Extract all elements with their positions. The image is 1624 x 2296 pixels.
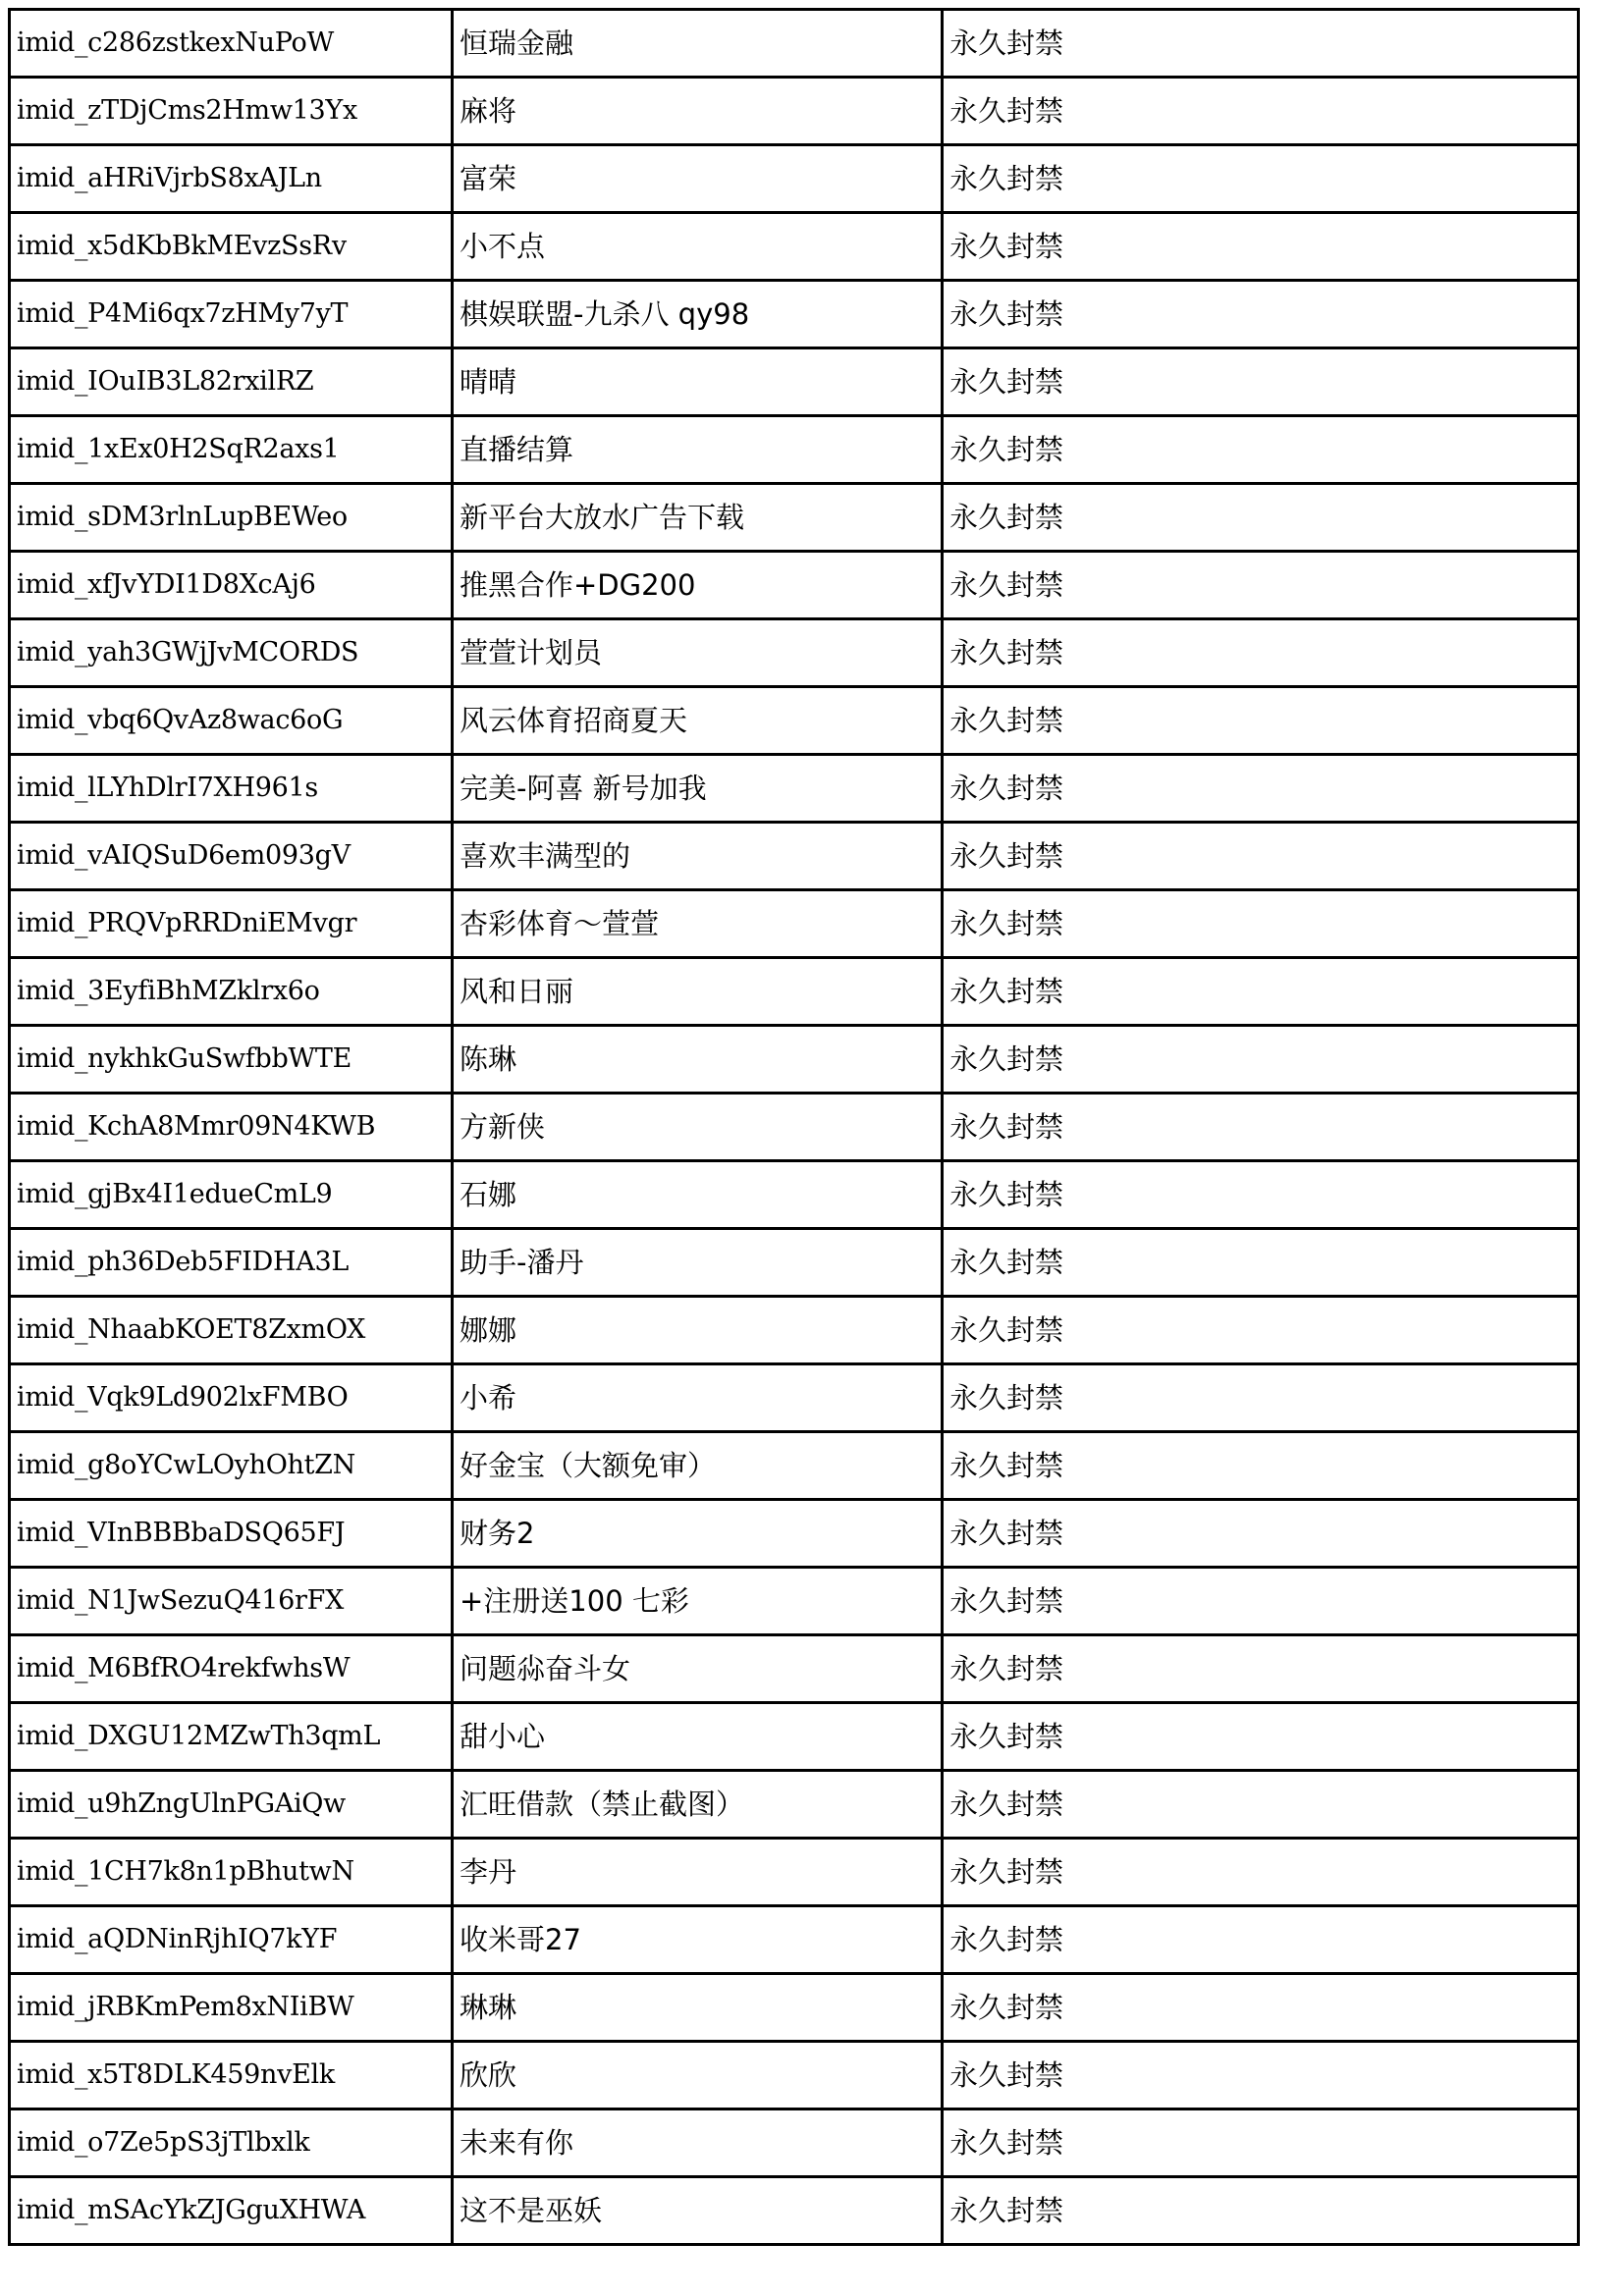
nickname-cell: 好金宝（大额免审） — [453, 1432, 943, 1500]
ban-status-cell: 永久封禁 — [943, 2042, 1579, 2109]
table-row — [10, 1026, 1579, 1094]
user-id-cell: imid_mSAcYkZJGguXHWA — [10, 2177, 453, 2245]
nickname-cell: 财务2 — [453, 1500, 943, 1568]
nickname-cell: 风和日丽 — [453, 958, 943, 1026]
nickname-cell: 这不是巫妖 — [453, 2177, 943, 2245]
nickname-cell: 恒瑞金融 — [453, 10, 943, 78]
ban-status-cell: 永久封禁 — [943, 2109, 1579, 2177]
table-row — [10, 1432, 1579, 1500]
ban-status-cell: 永久封禁 — [943, 2177, 1579, 2245]
user-id-cell: imid_g8oYCwLOyhOhtZN — [10, 1432, 453, 1500]
table-row — [10, 755, 1579, 823]
table-row — [10, 890, 1579, 958]
table-row — [10, 1771, 1579, 1839]
ban-status-cell: 永久封禁 — [943, 1771, 1579, 1839]
nickname-cell: 琳琳 — [453, 1974, 943, 2042]
ban-status-cell: 永久封禁 — [943, 484, 1579, 552]
nickname-cell: 小希 — [453, 1364, 943, 1432]
user-id-cell: imid_o7Ze5pS3jTlbxlk — [10, 2109, 453, 2177]
ban-status-cell: 永久封禁 — [943, 1703, 1579, 1771]
table-row — [10, 1703, 1579, 1771]
ban-status-cell: 永久封禁 — [943, 1839, 1579, 1906]
ban-status-cell: 永久封禁 — [943, 416, 1579, 484]
user-id-cell: imid_M6BfRO4rekfwhsW — [10, 1635, 453, 1703]
user-id-cell: imid_aQDNinRjhIQ7kYF — [10, 1906, 453, 1974]
ban-status-cell: 永久封禁 — [943, 890, 1579, 958]
table-row — [10, 2177, 1579, 2245]
ban-status-cell: 永久封禁 — [943, 687, 1579, 755]
table-row — [10, 619, 1579, 687]
nickname-cell: 问题尛奋斗女 — [453, 1635, 943, 1703]
nickname-cell: 完美-阿喜 新号加我 — [453, 755, 943, 823]
user-id-cell: imid_1CH7k8n1pBhutwN — [10, 1839, 453, 1906]
user-id-cell: imid_jRBKmPem8xNIiBW — [10, 1974, 453, 2042]
table-row — [10, 1906, 1579, 1974]
nickname-cell: 助手-潘丹 — [453, 1229, 943, 1297]
user-id-cell: imid_aHRiVjrbS8xAJLn — [10, 145, 453, 213]
user-id-cell: imid_gjBx4I1edueCmL9 — [10, 1161, 453, 1229]
ban-status-cell: 永久封禁 — [943, 145, 1579, 213]
user-id-cell: imid_KchA8Mmr09N4KWB — [10, 1094, 453, 1161]
nickname-cell: 未来有你 — [453, 2109, 943, 2177]
ban-status-cell: 永久封禁 — [943, 1026, 1579, 1094]
nickname-cell: 晴晴 — [453, 348, 943, 416]
user-id-cell: imid_xfJvYDI1D8XcAj6 — [10, 552, 453, 619]
user-id-cell: imid_DXGU12MZwTh3qmL — [10, 1703, 453, 1771]
nickname-cell: 甜小心 — [453, 1703, 943, 1771]
ban-status-cell: 永久封禁 — [943, 281, 1579, 348]
ban-status-cell: 永久封禁 — [943, 1094, 1579, 1161]
table-row — [10, 1500, 1579, 1568]
nickname-cell: 石娜 — [453, 1161, 943, 1229]
ban-status-cell: 永久封禁 — [943, 1568, 1579, 1635]
table-row — [10, 2042, 1579, 2109]
user-id-cell: imid_VInBBBbaDSQ65FJ — [10, 1500, 453, 1568]
user-id-cell: imid_NhaabKOET8ZxmOX — [10, 1297, 453, 1364]
table-row — [10, 1364, 1579, 1432]
user-id-cell: imid_ph36Deb5FIDHA3L — [10, 1229, 453, 1297]
ban-status-cell: 永久封禁 — [943, 348, 1579, 416]
nickname-cell: 杏彩体育～萱萱 — [453, 890, 943, 958]
nickname-cell: 萱萱计划员 — [453, 619, 943, 687]
user-id-cell: imid_Vqk9Ld902lxFMBO — [10, 1364, 453, 1432]
user-id-cell: imid_lLYhDlrI7XH961s — [10, 755, 453, 823]
ban-status-cell: 永久封禁 — [943, 1432, 1579, 1500]
nickname-cell: 直播结算 — [453, 416, 943, 484]
user-id-cell: imid_N1JwSezuQ416rFX — [10, 1568, 453, 1635]
document-page — [8, 8, 1577, 2246]
ban-status-cell: 永久封禁 — [943, 1297, 1579, 1364]
user-id-cell: imid_x5dKbBkMEvzSsRv — [10, 213, 453, 281]
ban-status-cell: 永久封禁 — [943, 619, 1579, 687]
table-row — [10, 958, 1579, 1026]
ban-status-cell: 永久封禁 — [943, 1906, 1579, 1974]
ban-status-cell: 永久封禁 — [943, 958, 1579, 1026]
ban-status-cell: 永久封禁 — [943, 552, 1579, 619]
table-row — [10, 348, 1579, 416]
user-id-cell: imid_yah3GWjJvMCORDS — [10, 619, 453, 687]
nickname-cell: 麻将 — [453, 78, 943, 145]
table-row — [10, 281, 1579, 348]
nickname-cell: 喜欢丰满型的 — [453, 823, 943, 890]
table-row — [10, 1635, 1579, 1703]
table-row — [10, 1974, 1579, 2042]
nickname-cell: 新平台大放水广告下载 — [453, 484, 943, 552]
user-id-cell: imid_u9hZngUlnPGAiQw — [10, 1771, 453, 1839]
nickname-cell: 风云体育招商夏天 — [453, 687, 943, 755]
user-id-cell: imid_x5T8DLK459nvElk — [10, 2042, 453, 2109]
nickname-cell: 小不点 — [453, 213, 943, 281]
ban-status-cell: 永久封禁 — [943, 1974, 1579, 2042]
user-id-cell: imid_3EyfiBhMZklrx6o — [10, 958, 453, 1026]
nickname-cell: 娜娜 — [453, 1297, 943, 1364]
table-row — [10, 1229, 1579, 1297]
table-row — [10, 145, 1579, 213]
user-id-cell: imid_P4Mi6qx7zHMy7yT — [10, 281, 453, 348]
nickname-cell: 李丹 — [453, 1839, 943, 1906]
ban-status-cell: 永久封禁 — [943, 1500, 1579, 1568]
nickname-cell: 推黑合作+DG200 — [453, 552, 943, 619]
ban-status-cell: 永久封禁 — [943, 755, 1579, 823]
user-id-cell: imid_1xEx0H2SqR2axs1 — [10, 416, 453, 484]
banned-accounts-table — [8, 8, 1580, 2246]
ban-status-cell: 永久封禁 — [943, 213, 1579, 281]
table-row — [10, 2109, 1579, 2177]
nickname-cell: 陈琳 — [453, 1026, 943, 1094]
table-row — [10, 552, 1579, 619]
user-id-cell: imid_c286zstkexNuPoW — [10, 10, 453, 78]
user-id-cell: imid_sDM3rlnLupBEWeo — [10, 484, 453, 552]
ban-status-cell: 永久封禁 — [943, 1635, 1579, 1703]
user-id-cell: imid_nykhkGuSwfbbWTE — [10, 1026, 453, 1094]
ban-status-cell: 永久封禁 — [943, 1364, 1579, 1432]
table-row — [10, 823, 1579, 890]
nickname-cell: 收米哥27 — [453, 1906, 943, 1974]
table-row — [10, 416, 1579, 484]
nickname-cell: 欣欣 — [453, 2042, 943, 2109]
user-id-cell: imid_vbq6QvAz8wac6oG — [10, 687, 453, 755]
table-row — [10, 1297, 1579, 1364]
ban-status-cell: 永久封禁 — [943, 10, 1579, 78]
table-row — [10, 213, 1579, 281]
user-id-cell: imid_PRQVpRRDniEMvgr — [10, 890, 453, 958]
user-id-cell: imid_zTDjCms2Hmw13Yx — [10, 78, 453, 145]
table-body — [10, 10, 1579, 2245]
table-row — [10, 1839, 1579, 1906]
nickname-cell: 方新侠 — [453, 1094, 943, 1161]
table-row — [10, 1568, 1579, 1635]
user-id-cell: imid_vAIQSuD6em093gV — [10, 823, 453, 890]
user-id-cell: imid_IOuIB3L82rxilRZ — [10, 348, 453, 416]
table-row — [10, 1094, 1579, 1161]
table-row — [10, 10, 1579, 78]
table-row — [10, 1161, 1579, 1229]
ban-status-cell: 永久封禁 — [943, 823, 1579, 890]
nickname-cell: +注册送100 七彩 — [453, 1568, 943, 1635]
table-row — [10, 484, 1579, 552]
nickname-cell: 棋娱联盟-九杀八 qy98 — [453, 281, 943, 348]
ban-status-cell: 永久封禁 — [943, 1229, 1579, 1297]
nickname-cell: 汇旺借款（禁止截图） — [453, 1771, 943, 1839]
ban-status-cell: 永久封禁 — [943, 1161, 1579, 1229]
nickname-cell: 富荣 — [453, 145, 943, 213]
table-row — [10, 78, 1579, 145]
ban-status-cell: 永久封禁 — [943, 78, 1579, 145]
table-row — [10, 687, 1579, 755]
